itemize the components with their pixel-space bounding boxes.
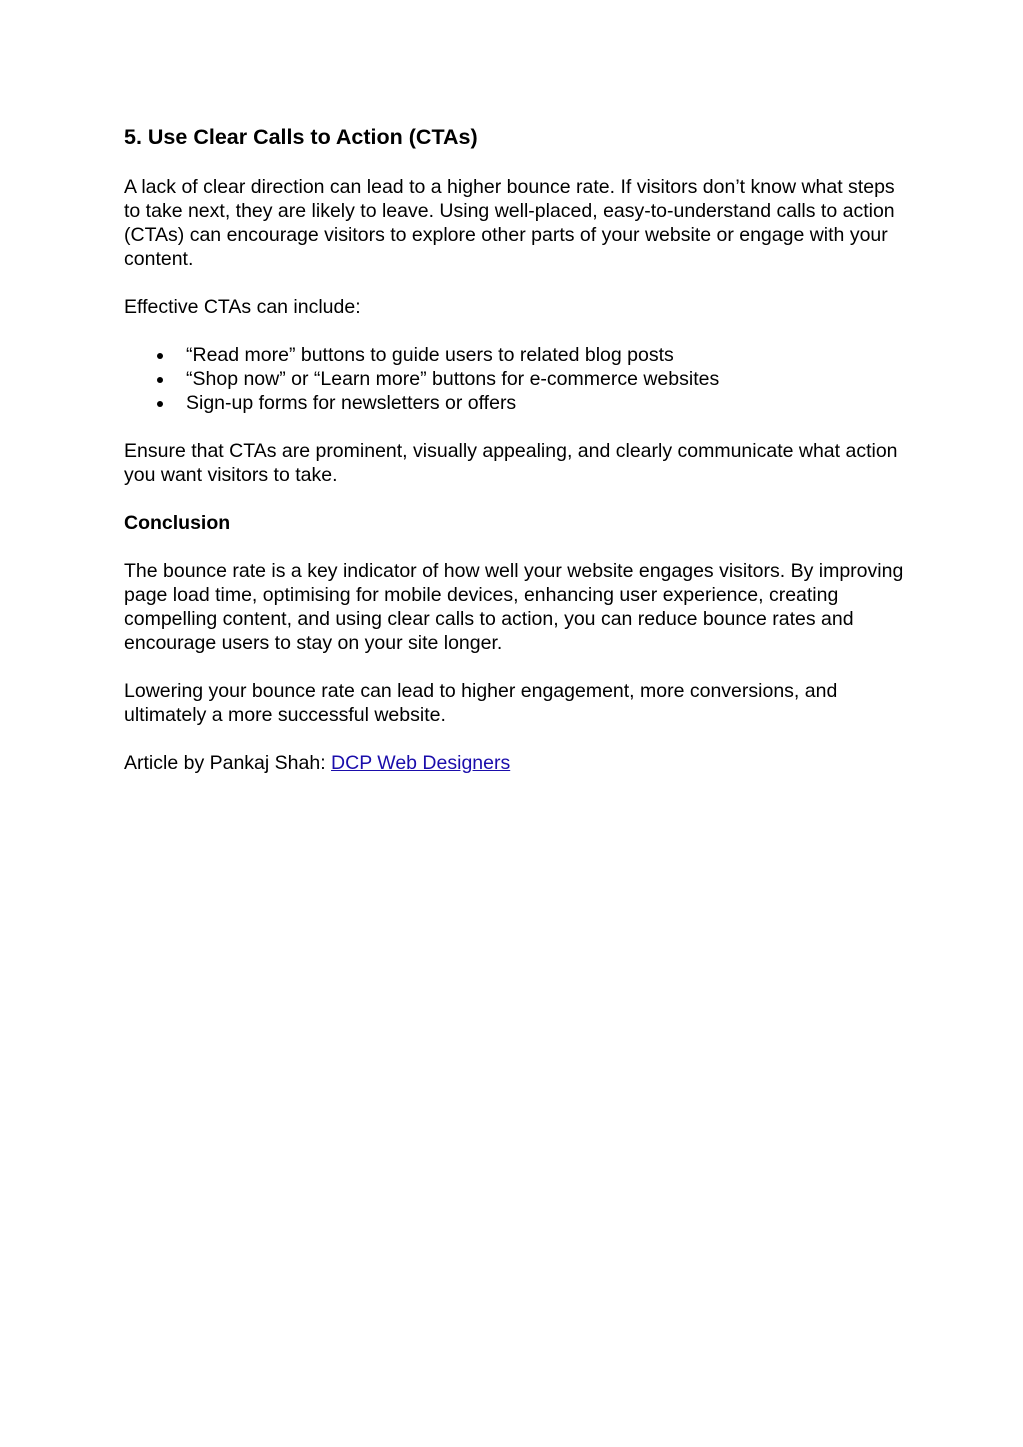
- section-heading: 5. Use Clear Calls to Action (CTAs): [124, 125, 478, 149]
- cta-bullet-list: [124, 343, 904, 415]
- list-item: [124, 343, 904, 367]
- list-item-text: Sign-up forms for newsletters or offers: [186, 392, 517, 414]
- byline-prefix: Article by Pankaj Shah:: [124, 752, 332, 774]
- conclusion-paragraph: The bounce rate is a key indicator of how well your website engages visitors. By improving page load time, optimising for mobile devices, enhancing user experience, creating compelling content, and using clear calls to action, you can reduce bounce rates and encourage users to stay on your site longer.: [124, 560, 904, 654]
- conclusion-heading: Conclusion: [124, 512, 231, 534]
- list-item: [124, 391, 904, 415]
- effective-ctas-paragraph: Effective CTAs can include:: [124, 296, 361, 318]
- bullet-icon: [157, 401, 163, 407]
- bullet-icon: [157, 353, 163, 359]
- bullet-icon: [157, 377, 163, 383]
- author-site-link[interactable]: DCP Web Designers: [331, 752, 511, 774]
- byline: [124, 751, 904, 775]
- intro-paragraph: A lack of clear direction can lead to a higher bounce rate. If visitors don’t know what steps to take next, they are likely to leave. Using well-placed, easy-to-understand calls to action (CTAs) can encourage visitors to explore other parts of your website or engage with your content.: [124, 176, 895, 270]
- document-page: [124, 123, 904, 799]
- lowering-paragraph: Lowering your bounce rate can lead to higher engagement, more conversions, and ultimately a more successful website.: [124, 680, 838, 726]
- list-item-text: “Read more” buttons to guide users to related blog posts: [186, 344, 674, 366]
- list-item-text: “Shop now” or “Learn more” buttons for e-commerce websites: [186, 368, 720, 390]
- ensure-paragraph: Ensure that CTAs are prominent, visually appealing, and clearly communicate what action you want visitors to take.: [124, 440, 898, 486]
- list-item: [124, 367, 904, 391]
